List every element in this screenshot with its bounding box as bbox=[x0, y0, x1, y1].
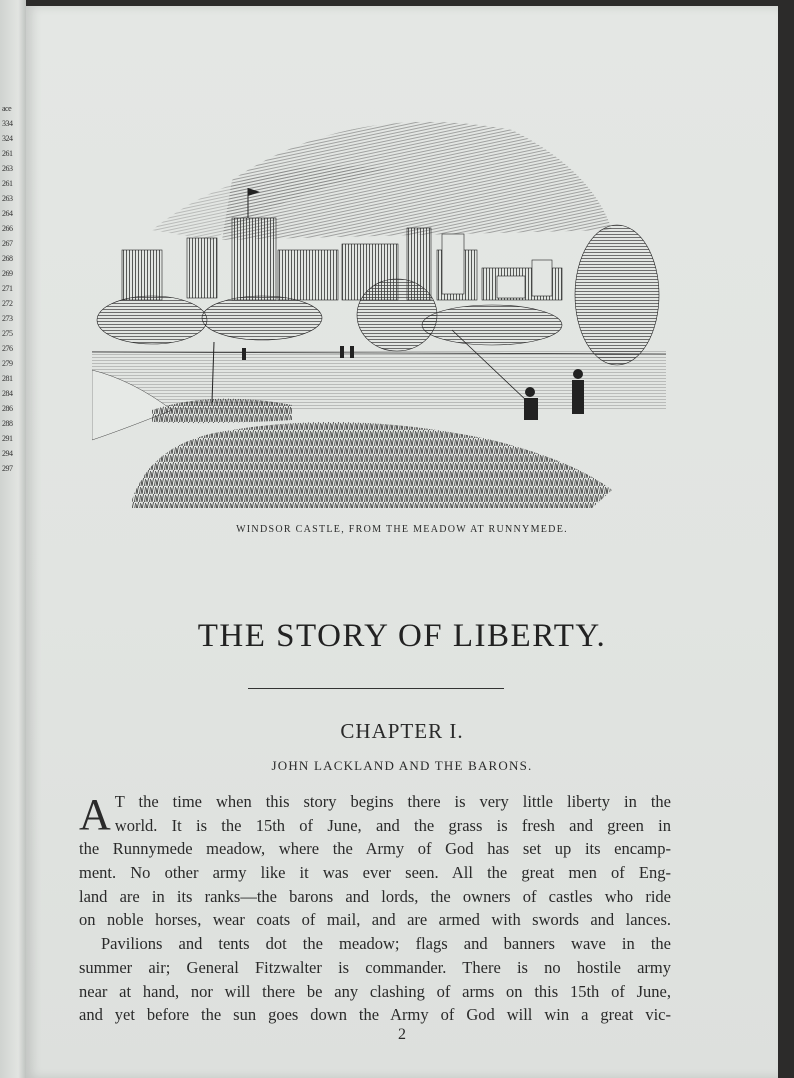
facing-page-number: 268 bbox=[2, 254, 13, 263]
facing-page-number: 261 bbox=[2, 179, 13, 188]
text-line: near at hand, nor will there be any clashing of arms on this 15th of June, bbox=[79, 981, 671, 1001]
facing-page-number: 288 bbox=[2, 419, 13, 428]
text-line: on noble horses, wear coats of mail, and are armed with swords and lances. bbox=[79, 910, 671, 930]
text-line: Pavilions and tents dot the meadow; flags and banners wave in the bbox=[101, 934, 671, 954]
title-divider bbox=[248, 688, 504, 689]
text-line: ment. No other army like it was ever seen. All the great men of Eng- bbox=[79, 863, 671, 883]
facing-page-number: 297 bbox=[2, 464, 13, 473]
illustration-caption: WINDSOR CASTLE, FROM THE MEADOW AT RUNNYMEDE. bbox=[236, 524, 568, 535]
page-number: 2 bbox=[398, 1026, 406, 1043]
book-title: THE STORY OF LIBERTY. bbox=[197, 618, 607, 654]
facing-page-number: 334 bbox=[2, 119, 13, 128]
facing-page-number: 263 bbox=[2, 164, 13, 173]
text-line: world. It is the 15th of June, and the grass is fresh and green in bbox=[114, 815, 671, 835]
facing-page-number: 281 bbox=[2, 374, 13, 383]
facing-page-number: 294 bbox=[2, 449, 13, 458]
book-page bbox=[26, 6, 778, 1078]
facing-page-number: 263 bbox=[2, 194, 13, 203]
facing-page-number: 284 bbox=[2, 389, 13, 398]
facing-page-number: 279 bbox=[2, 359, 13, 368]
text-line: the Runnymede meadow, where the Army of God has set up its encamp- bbox=[79, 839, 671, 859]
facing-page-number: 273 bbox=[2, 314, 13, 323]
facing-page-number: 291 bbox=[2, 434, 13, 443]
facing-page-number: 266 bbox=[2, 224, 13, 233]
engraving-windsor-castle-icon bbox=[92, 110, 666, 510]
facing-page-number: 276 bbox=[2, 344, 13, 353]
facing-page-number: 286 bbox=[2, 404, 13, 413]
text-line: and yet before the sun goes down the Army of God will win a great vic- bbox=[79, 1005, 671, 1025]
facing-page-number: ace bbox=[2, 104, 12, 113]
chapter-body bbox=[79, 790, 671, 1027]
facing-page-number: 267 bbox=[2, 239, 13, 248]
chapter-heading: CHAPTER I. bbox=[340, 719, 464, 743]
chapter-subtitle: JOHN LACKLAND AND THE BARONS. bbox=[271, 758, 533, 773]
text-line: summer air; General Fitzwalter is commander. There is no hostile army bbox=[79, 957, 671, 977]
facing-page-number: 324 bbox=[2, 134, 13, 143]
facing-page-number: 264 bbox=[2, 209, 13, 218]
facing-page-number: 275 bbox=[2, 329, 13, 338]
facing-page-number: 261 bbox=[2, 149, 13, 158]
facing-page-number: 269 bbox=[2, 269, 13, 278]
drop-cap: A bbox=[79, 790, 111, 839]
text-line: T the time when this story begins there is very little liberty in the bbox=[114, 792, 671, 811]
facing-page-edge bbox=[0, 0, 26, 1078]
facing-page-number: 271 bbox=[2, 284, 13, 293]
facing-page-number: 272 bbox=[2, 299, 13, 308]
text-line: land are in its ranks—the barons and lords, the owners of castles who ride bbox=[79, 886, 671, 906]
